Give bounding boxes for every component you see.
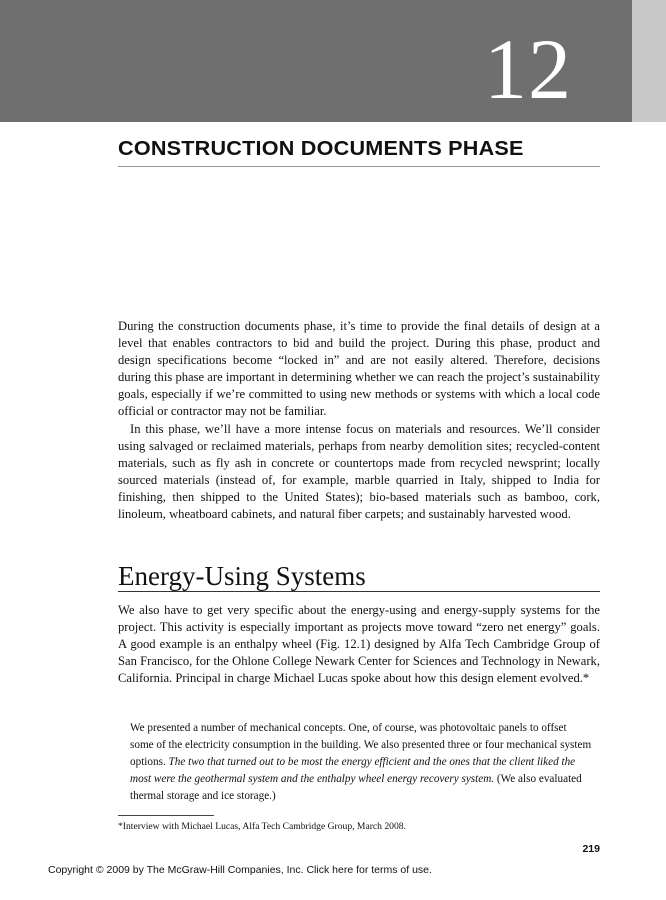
interview-quote (130, 720, 592, 805)
chapter-number: 12 (484, 21, 572, 117)
copyright-link[interactable]: Copyright © 2009 by The McGraw-Hill Companies, Inc. Click here for terms of use. (48, 864, 432, 876)
footnote: *Interview with Michael Lucas, Alfa Tech Cambridge Group, March 2008. (118, 821, 406, 832)
energy-paragraph: We also have to get very specific about the energy-using and energy-supply systems for the project. This activity is especially important as projects move toward “zero net energy” goals. A good example is an enthalpy wheel (Fig. 12.1) designed by Alfa Tech Cambridge Group of San Francisco, for the Ohlone College Newark Center for Sciences and Technology in Newark, California. Principal in charge Michael Lucas spoke about how this design element evolved.* (118, 603, 600, 686)
footnote-divider (118, 815, 214, 816)
chapter-header-band (0, 0, 632, 122)
quote-text-start: We presented a number of mechanical concepts. One, of course, was photovoltaic panels to offset some of the electricity consumption in the building. We also presented three or four mechanical system options. (130, 722, 592, 768)
section-heading: Energy-Using Systems (118, 561, 366, 591)
quote-text (130, 720, 592, 805)
quote-text-italic: The two that turned out to be most the energy efficient and the ones that the client liked the most were the geothermal system and the enthalpy wheel energy recovery system. (130, 756, 576, 785)
section-paragraph (118, 602, 600, 687)
quote-text-end: (We also evaluated thermal storage and ice storage.) (130, 773, 582, 802)
chapter-title: CONSTRUCTION DOCUMENTS PHASE (118, 138, 524, 160)
title-divider (118, 166, 600, 167)
section-divider (118, 591, 600, 592)
page-number: 219 (582, 843, 600, 855)
intro-paragraph-1: During the construction documents phase, it’s time to provide the final details of design at a level that enables contractors to bid and build the project. During this phase, product and design specifications become “locked in” and are not easily altered. Therefore, decisions during this phase are important in determining whether we can reach the project’s sustainability goals, especially if we’re committed to using new methods or systems with which a local code official or contractor may not be familiar. (118, 319, 600, 419)
chapter-side-tab (632, 0, 666, 122)
copyright-notice (48, 864, 432, 876)
intro-text (118, 318, 600, 523)
intro-paragraph-2: In this phase, we’ll have a more intense focus on materials and resources. We’ll consider using salvaged or reclaimed materials, perhaps from nearby demolition sites; recycled-content materials, such as fly ash in concrete or countertops made from recycled newsprint; locally sourced materials (instead of, for example, marble quarried in Italy, shipped to India for finishing, then shipped to the United States); bio-based materials such as bamboo, cork, linoleum, wheatboard cabinets, and natural fiber carpets; and sustainably harvested wood. (118, 421, 600, 522)
